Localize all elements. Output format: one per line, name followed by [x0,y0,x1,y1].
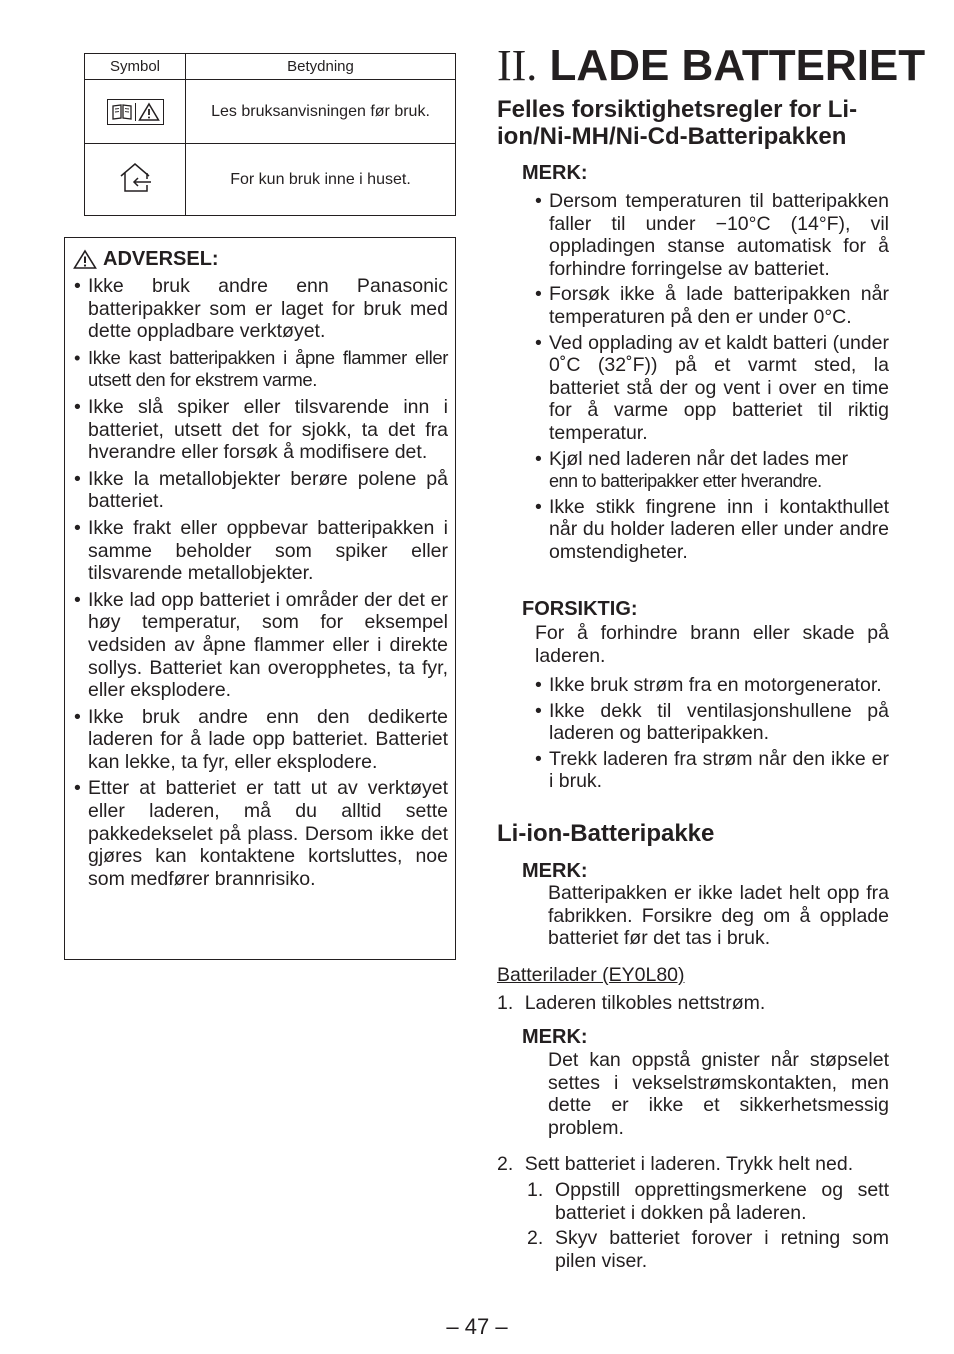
substep-text: Skyv batteriet forover i retning som pilen viser. [555,1227,889,1272]
charger-label: Batterilader (EY0L80) [497,964,685,986]
note-item-line: Kjøl ned laderen når det lades mer [549,447,849,470]
step-text: Laderen tilkobles nettstrøm. [524,992,766,1014]
note-item [535,448,889,493]
caution-item: • Ikke dekk til ventilasjonshullene på laderen og batteripakken. [535,700,889,745]
section1-heading: Felles forsiktighetsregler for Li-ion/Ni-MH/Ni-Cd-Batteripakken [497,96,858,150]
warning-item: • Ikke bruk andre enn den dedikerte laderen for å lade opp batteriet. Batteriet kan lekke, ta fyr, eller eksplodere. [74,706,448,774]
step-2 [497,1153,889,1176]
warning-item: • Ikke frakt eller oppbevar batteripakken i samme beholder som spiker eller tilsvarende metallobjekter. [74,517,448,585]
page-number: – 47 – [446,1314,508,1339]
note-item: • Dersom temperaturen til batteripakken faller til under −10°C (14°F), vil oppladingen stanse automatisk for å forhindre forringelse av batteriet. [535,190,889,280]
step-text: Sett batteriet i laderen. Trykk helt ned. [524,1153,854,1175]
section-roman-numeral: II. [497,41,538,90]
meaning-read-manual: Les bruksanvisningen før bruk. [186,80,456,144]
substep-number: 2. [527,1227,544,1250]
warning-box [64,237,456,960]
step-1 [497,992,889,1015]
substep-number: 1. [527,1179,544,1201]
page-title [497,40,925,91]
caution-label: FORSIKTIG: [522,598,638,620]
step-number: 2. [497,1153,514,1175]
warning-triangle-icon [138,102,160,122]
symbol-header: Symbol [85,54,186,80]
note-item: • Ikke stikk fingrene inn i kontakthullet når du holder laderen eller under andre omstendigheter. [535,496,889,564]
note-item-line: enn to batteripakker etter hverandre. [549,471,822,492]
note-label: MERK: [522,1026,588,1048]
section2-heading: Li-ion-Batteripakke [497,820,715,847]
warning-item: • Ikke kast batteripakken i åpne flammer eller utsett den for ekstrem varme. [74,347,448,392]
warning-item: • Ikke la metallobjekter berøre polene på batteriet. [74,468,448,513]
caution-text: For å forhindre brann eller skade på laderen. [535,622,889,667]
symbol-table [84,53,456,216]
section-title: LADE BATTERIET [549,41,926,90]
note-item: • Forsøk ikke å lade batteripakken når temperaturen på den er under 0°C. [535,283,889,328]
meaning-header: Betydning [186,54,456,80]
warning-item: • Etter at batteriet er tatt ut av verktøyet eller laderen, må du alltid sette pakkedekselet på plass. Dersom ikke det gjøres kan kontaktene kortsluttes, noe som medfører brannrisiko. [74,777,448,890]
warning-title [73,248,219,271]
caution-list [535,674,889,796]
note-item: • Ved opplading av et kaldt batteri (under 0˚C (32˚F)) på et varmt sted, la batteriet stå der og vent i over en time for å varme opp batteriet til riktig temperatur. [535,332,889,445]
caution-item: • Trekk laderen fra strøm når den ikke er i bruk. [535,748,889,793]
warning-item: • Ikke bruk andre enn Panasonic batteripakker som er laget for bruk med dette oppladbare verktøyet. [74,275,448,343]
book-icon [111,103,133,121]
note-label: MERK: [522,162,588,184]
symbol-cell-read-manual [85,80,186,144]
substep-item [527,1227,889,1272]
step-number: 1. [497,992,514,1014]
note-label: MERK: [522,860,588,882]
symbol-cell-indoor [85,144,186,216]
warning-triangle-icon [73,249,97,270]
substep-list [527,1179,889,1275]
house-indoor-icon [117,161,153,195]
note-list [535,190,889,567]
note-text: Det kan oppstå gnister når støpselet settes i vekselstrømskontakten, men dette er ikke et sikkerhetsmessig problem. [548,1049,889,1139]
warning-item: • Ikke slå spiker eller tilsvarende inn i batteriet, utsett det for sjokk, ta det fra hverandre eller forsøk å modifisere det. [74,396,448,464]
substep-item [527,1179,889,1224]
substep-text: Oppstill opprettingsmerkene og sett batteriet i dokken på laderen. [555,1179,889,1224]
note-text: Batteripakken er ikke ladet helt opp fra fabrikken. Forsikre deg om å opplade batteriet før det tas i bruk. [548,882,889,950]
caution-item: • Ikke bruk strøm fra en motorgenerator. [535,674,889,697]
warning-list [74,275,448,894]
warning-title-text: ADVERSEL: [103,248,219,270]
meaning-indoor: For kun bruk inne i huset. [186,144,456,216]
warning-item: • Ikke lad opp batteriet i områder der det er høy temperatur, som for eksempel vedsiden av åpne flammer eller i direkte sollys. Batteriet kan overopphetes, ta fyr, eller eksplodere. [74,589,448,702]
